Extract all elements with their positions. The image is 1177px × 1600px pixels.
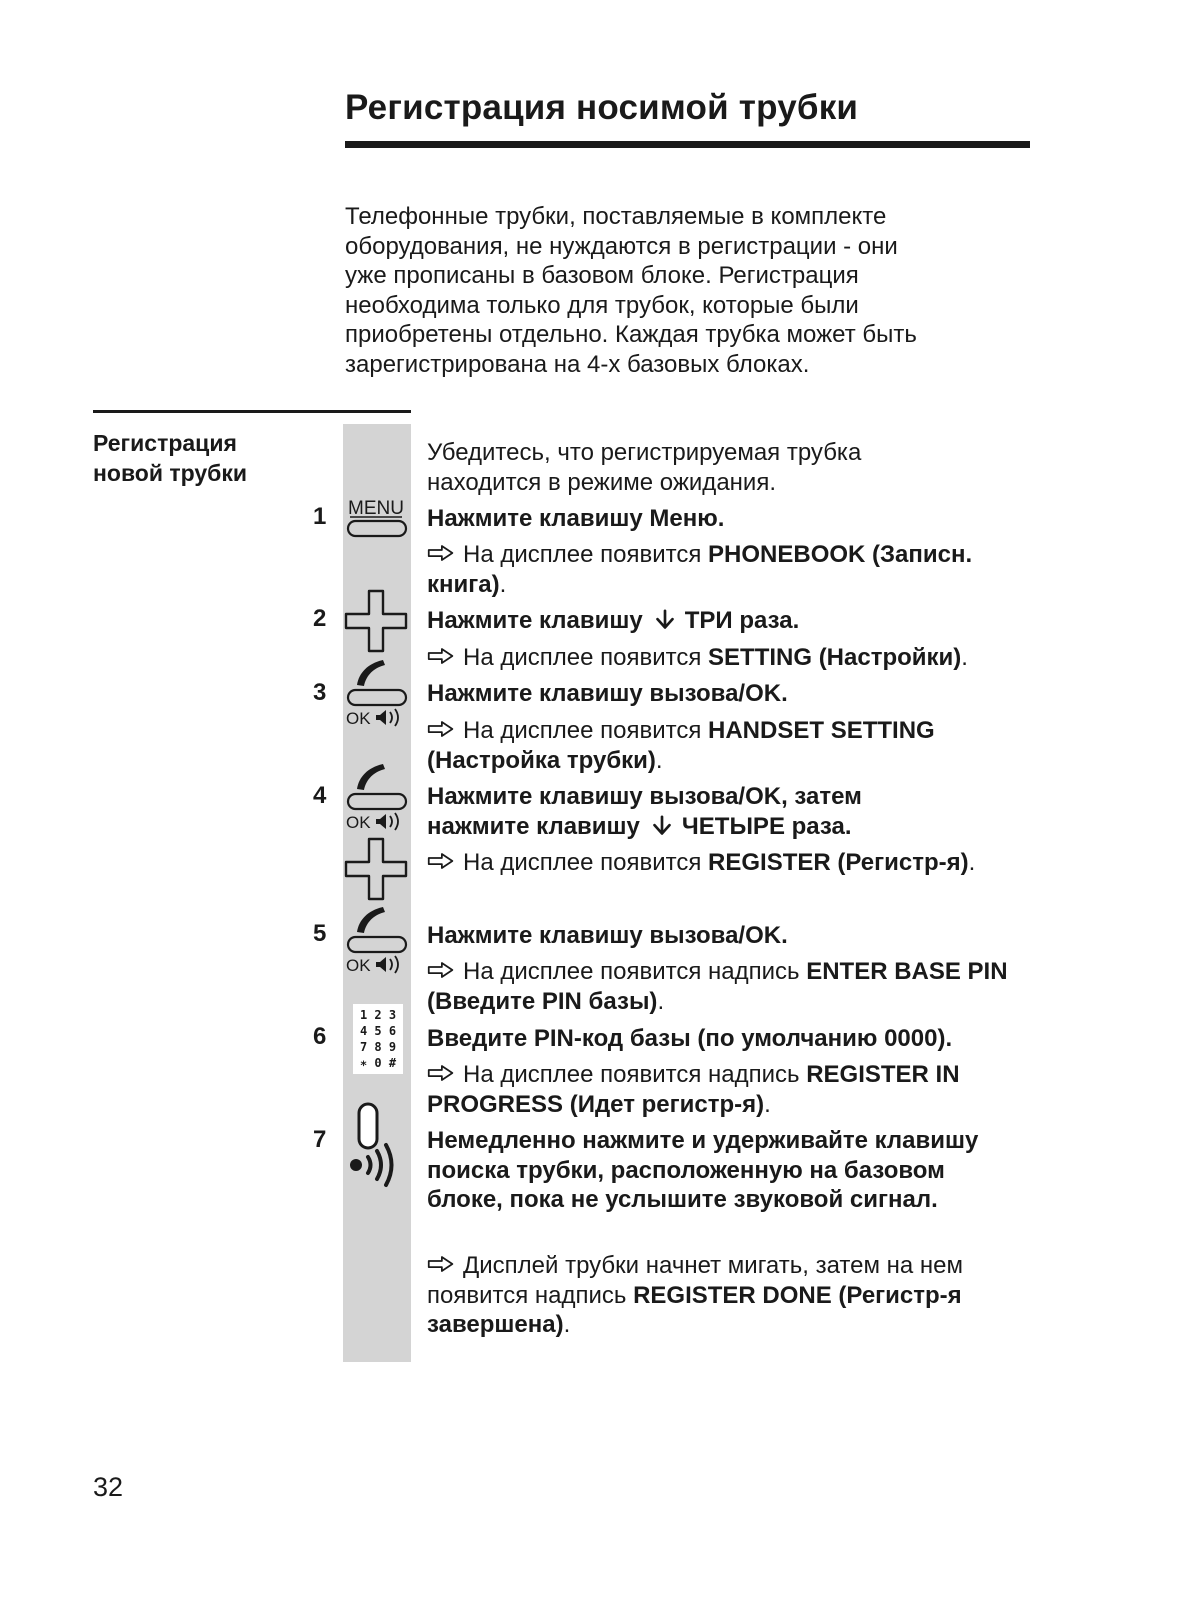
step-4-result: На дисплее появится REGISTER (Регистр-я). bbox=[427, 848, 1017, 878]
result-arrow-icon bbox=[427, 961, 455, 979]
keypad-icon bbox=[353, 1004, 403, 1074]
keypad-row: ∗ 0 # bbox=[359, 1056, 397, 1070]
step-1-result: На дисплее появится PHONEBOOK (Записн. книга). bbox=[427, 541, 973, 598]
menu-key-label: MENU bbox=[348, 498, 404, 519]
title-rule bbox=[345, 141, 1030, 148]
menu-key-icon bbox=[343, 494, 411, 542]
keypad-row: 7 8 9 bbox=[359, 1040, 397, 1054]
precondition-text: Убедитесь, что регистрируемая трубка находится в режиме ожидания. bbox=[427, 439, 862, 496]
step-number-7: 7 bbox=[313, 1126, 327, 1153]
step-number-2: 2 bbox=[313, 605, 327, 632]
result-arrow-icon bbox=[427, 1064, 455, 1082]
step-number-4: 4 bbox=[313, 782, 327, 809]
ok-label: OK bbox=[346, 709, 371, 728]
step-3-action: Нажмите клавишу вызова/OK. bbox=[427, 680, 788, 707]
ok-label: OK bbox=[346, 956, 371, 975]
result-arrow-icon bbox=[427, 1255, 455, 1273]
call-ok-key-icon bbox=[343, 655, 411, 731]
result-arrow-icon bbox=[427, 852, 455, 870]
page-title: Регистрация носимой трубки bbox=[345, 88, 859, 127]
step-6-action: Введите PIN-код базы (по умолчанию 0000). bbox=[427, 1025, 953, 1052]
step-number-5: 5 bbox=[313, 920, 327, 947]
result-arrow-icon bbox=[427, 544, 455, 562]
keypad-row: 4 5 6 bbox=[359, 1024, 397, 1038]
down-arrow-icon bbox=[655, 608, 675, 632]
step-2-result: На дисплее появится SETTING (Настройки). bbox=[427, 643, 1047, 673]
call-ok-key-icon bbox=[343, 902, 411, 978]
step-3-result: На дисплее появится HANDSET SETTING (Настройка трубки). bbox=[427, 717, 935, 774]
step-4-action: Нажмите клавишу вызова/OK, затем нажмите клавишу ЧЕТЫРЕ раза. bbox=[427, 783, 862, 840]
step-7-result: Дисплей трубки начнет мигать, затем на нем появится надпись REGISTER DONE (Регистр-я завершена). bbox=[427, 1252, 964, 1338]
step-2-action: Нажмите клавишу ТРИ раза. bbox=[427, 607, 800, 634]
handset-locator-key-icon bbox=[343, 1098, 411, 1194]
down-arrow-icon bbox=[652, 814, 672, 838]
step-5-result: На дисплее появится надпись ENTER BASE PIN (Введите PIN базы). bbox=[427, 958, 1008, 1015]
page-number: 32 bbox=[93, 1472, 124, 1502]
step-number-6: 6 bbox=[313, 1023, 327, 1050]
section-rule bbox=[93, 410, 411, 413]
navigation-key-icon bbox=[343, 836, 409, 902]
section-heading: Регистрация новой трубки bbox=[93, 430, 248, 486]
intro-paragraph: Телефонные трубки, поставляемые в комплекте оборудования, не нуждаются в регистрации - они уже прописаны в базовом блоке. Регистрация необходима только для трубок, которые были приобретены отдельно. Каждая трубка может быть зарегистрирована на 4-х базовых блоках. bbox=[345, 203, 917, 378]
result-arrow-icon bbox=[427, 720, 455, 738]
step-6-result: На дисплее появится надпись REGISTER IN PROGRESS (Идет регистр-я). bbox=[427, 1061, 960, 1118]
keypad-row: 1 2 3 bbox=[359, 1008, 397, 1022]
step-7-action: Немедленно нажмите и удерживайте клавишу поиска трубки, расположенную на базовом блоке, пока не услышите звуковой сигнал. bbox=[427, 1127, 979, 1213]
step-number-1: 1 bbox=[313, 503, 327, 530]
step-number-3: 3 bbox=[313, 679, 327, 706]
result-arrow-icon bbox=[427, 647, 455, 665]
step-5-action: Нажмите клавишу вызова/OK. bbox=[427, 922, 788, 949]
step-1-action: Нажмите клавишу Меню. bbox=[427, 505, 725, 532]
call-ok-key-icon bbox=[343, 759, 411, 835]
ok-label: OK bbox=[346, 813, 371, 832]
navigation-key-icon bbox=[343, 588, 409, 654]
